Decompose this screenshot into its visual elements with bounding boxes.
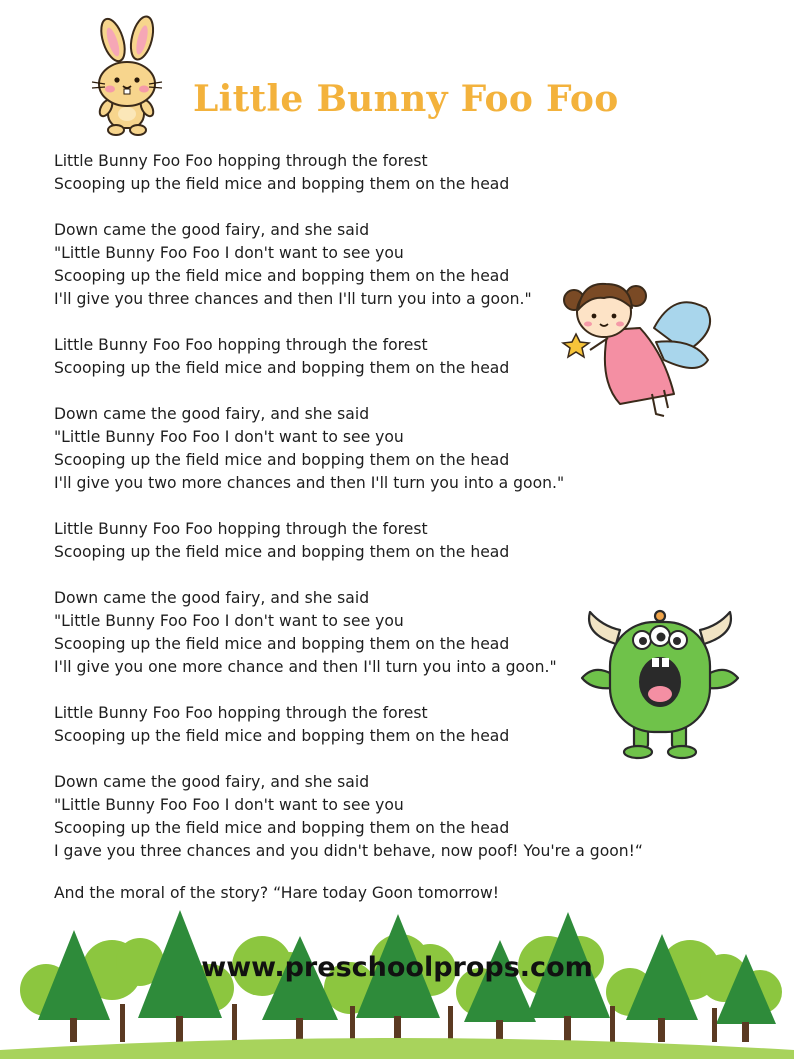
lyric-line: I'll give you two more chances and then I'll turn you into a goon." xyxy=(54,474,565,492)
bunny-illustration xyxy=(80,14,172,138)
lyric-line: Little Bunny Foo Foo hopping through the forest xyxy=(54,520,428,538)
lyric-line: I gave you three chances and you didn't behave, now poof! You're a goon!“ xyxy=(54,842,643,860)
stanza xyxy=(54,771,694,863)
lyric-line: "Little Bunny Foo Foo I don't want to see you xyxy=(54,244,404,262)
lyric-line: Scooping up the field mice and bopping them on the head xyxy=(54,359,510,377)
stanza xyxy=(54,150,694,196)
lyric-line: Down came the good fairy, and she said xyxy=(54,589,370,607)
lyric-line: Little Bunny Foo Foo hopping through the forest xyxy=(54,704,428,722)
lyric-line: Little Bunny Foo Foo hopping through the forest xyxy=(54,336,428,354)
lyric-line: Scooping up the field mice and bopping them on the head xyxy=(54,727,510,745)
lyric-line: Scooping up the field mice and bopping them on the head xyxy=(54,267,510,285)
moral-line: And the moral of the story? “Hare today Goon tomorrow! xyxy=(54,884,500,902)
lyric-line: Little Bunny Foo Foo hopping through the forest xyxy=(54,152,428,170)
lyric-line: Down came the good fairy, and she said xyxy=(54,405,370,423)
lyric-line: I'll give you three chances and then I'll turn you into a goon." xyxy=(54,290,532,308)
lyric-line: "Little Bunny Foo Foo I don't want to see you xyxy=(54,428,404,446)
lyric-line: Scooping up the field mice and bopping them on the head xyxy=(54,635,510,653)
lyric-line: Scooping up the field mice and bopping them on the head xyxy=(54,819,510,837)
stanza xyxy=(54,587,694,679)
stanza xyxy=(54,334,694,380)
lyric-line: Down came the good fairy, and she said xyxy=(54,773,370,791)
page-title: Little Bunny Foo Foo xyxy=(193,78,619,120)
lyric-line: Scooping up the field mice and bopping them on the head xyxy=(54,175,510,193)
lyric-line: I'll give you one more chance and then I'll turn you into a goon." xyxy=(54,658,557,676)
website-url: www.preschoolprops.com xyxy=(201,952,593,983)
lyric-line: "Little Bunny Foo Foo I don't want to see you xyxy=(54,612,404,630)
stanza xyxy=(54,403,694,495)
lyric-line: Down came the good fairy, and she said xyxy=(54,221,370,239)
lyric-line: Scooping up the field mice and bopping them on the head xyxy=(54,543,510,561)
lyric-line: "Little Bunny Foo Foo I don't want to see you xyxy=(54,796,404,814)
stanza xyxy=(54,702,694,748)
stanza xyxy=(54,518,694,564)
lyric-line: Scooping up the field mice and bopping them on the head xyxy=(54,451,510,469)
lyrics xyxy=(54,150,694,886)
stanza xyxy=(54,219,694,311)
